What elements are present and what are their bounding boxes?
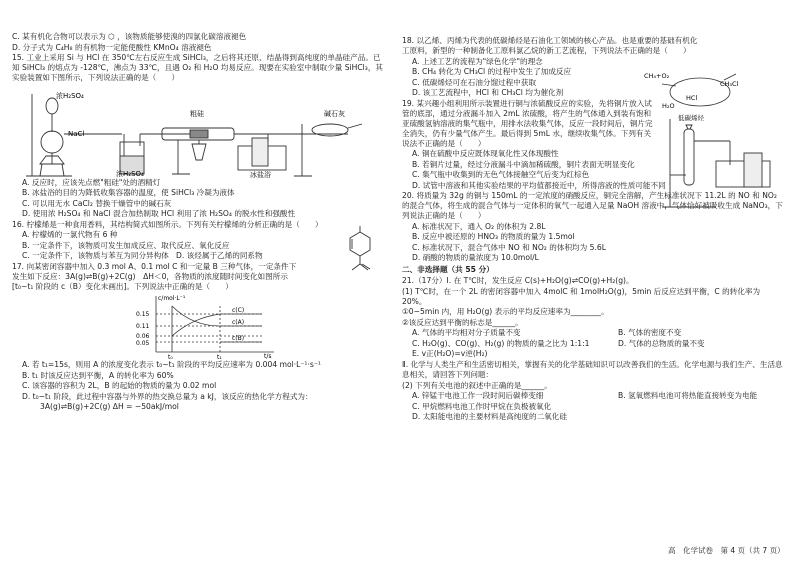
- q15-option-d: D. 使用浓 H₂SO₄ 和 NaCl 混合加热制取 HCl 利用了浓 H₂SO₄ 的脱水性和强酸性: [22, 209, 296, 219]
- label-soda-lime: 碱石灰: [324, 109, 345, 118]
- q21-part-1: (1) T℃时，在一个 2L 的密闭容器中加入 4molC 和 1molH₂O(g)，5min 后反应达到平衡，C 的转化率为 20%。: [402, 286, 761, 306]
- q21-part-2: (2) 下列有关电池的叙述中正确的是______。: [402, 380, 552, 390]
- q21-2-option-a: A. 锌锰干电池工作一段时间后碳棒变细: [412, 391, 544, 401]
- svg-text:0.15: 0.15: [136, 311, 150, 319]
- label-ch3cl: CH₃Cl: [720, 80, 739, 88]
- q21-options-row-1: [412, 328, 786, 338]
- ice-bath: [238, 134, 312, 170]
- label-ice-salt-bath: 冰盐浴: [250, 170, 271, 178]
- question-20: 20. 将质量为 32g 的铜与 150mL 的一定浓度的硝酸反应，铜完全溶解，产生标准状况下 11.2L 的 NO 和 NO₂ 的混合气体，将生成的混合气体与一定体积的氧气一起通入足量 NaOH 溶液中，气体恰好被吸收生成 NaNO₃，下列说法正确的是（ ）: [402, 191, 783, 221]
- q19-option-a: A. 铜在硫酸中反应既体现氧化性又体现酸性: [412, 149, 559, 159]
- q14-option-c: C. 某有机化合物可以表示为 ⬡ ，该物质能够使溴的四氯化碳溶液褪色: [12, 32, 247, 41]
- q20-option-a: A. 标准状况下，通入 O₂ 的体积为 2.8L: [412, 221, 546, 231]
- q15-option-b: B. 冰盐浴的目的为降低收集容器的温度，使 SiHCl₃ 冷凝为液体: [22, 188, 235, 198]
- graph-xlabel: t/s: [264, 353, 272, 361]
- q21-blank-1: ①0~5min 内，用 H₂O(g) 表示的平均反应速率为________。: [402, 307, 609, 317]
- graph-c-c: c(C): [232, 307, 245, 315]
- q21-option-e: E. v正(H₂O)=v逆(H₂): [412, 349, 488, 359]
- question-18: 18. 以乙烯、丙烯为代表的低碳烯烃是石油化工领域的核心产品。也是重要的基础有机化工原料，新型的一种制备化工原料氯乙烷的新工艺流程，下列说法不正确的是（ ）: [402, 36, 698, 56]
- concentration-time-plot: [132, 292, 282, 360]
- q19-option-b: B. 若铜片过量，经过分液漏斗中滴加稀硫酸，铜片表面无明显变化: [412, 159, 635, 169]
- q17-option-d-equation: 3A(g)⇌B(g)+2C(g) ΔH = −50akJ/mol: [40, 402, 179, 412]
- q21-option-d: D. 气体的总物质的量不变: [618, 338, 705, 348]
- section-2-heading: 二、非选择题（共 55 分）: [402, 265, 494, 275]
- label-conc-h2so4-top: 浓H₂SO₄: [56, 91, 84, 100]
- question-15: 15. 工业上采用 Si 与 HCl 在 350℃左右反应生成 SiHCl₃，之后将其还原、结晶得到高纯度的单晶硅产品。已知 SiHCl₃ 的熔点为 -128℃，沸点为 33℃，且遇 O₂ 和 H₂O 均易反应。现要在实验室中制取少量 SiHCl₃，其实验装置如下图所示，下列说法正确的是（ ）: [12, 53, 384, 83]
- svg-text:0.05: 0.05: [136, 340, 150, 348]
- label-crude-silicon: 粗硅: [190, 109, 204, 118]
- question-17: 17. 向某密闭容器中加入 0.3 mol A、0.1 mol C 和一定量 B 三种气体，一定条件下发生如下反应：3A(g)⇌B(g)+2C(g) ΔH＜0，各物质的浓度随时间变化如图所示[t₀~t₁ 阶段的 c（B）变化未画出]。下列说法中正确的是（ ）: [12, 261, 297, 291]
- q21-option-b: B. 气体的密度不变: [618, 328, 682, 338]
- page-footer: 高 化学试卷 第 4 页（共 7 页）: [668, 546, 785, 555]
- q17-option-c: C. 该容器的容积为 2L，B 的起始的物质的量为 0.02 mol: [22, 381, 217, 391]
- apparatus-diagram: [12, 84, 388, 178]
- q21-blank-2: ②该反应达到平衡的标志是______。: [402, 317, 523, 327]
- label-hcl: HCl: [686, 94, 698, 102]
- graph-ylabel: c/mol·L⁻¹: [158, 295, 186, 303]
- q20-option-b: B. 反应中被还原的 HNO₃ 的物质的量为 1.5mol: [412, 232, 575, 242]
- q17-option-b: B. t₁ 时该反应达到平衡，A 的转化率为 60%: [22, 370, 174, 380]
- q15-apparatus-figure: [12, 84, 388, 178]
- q21-2-option-b: B. 氢氧燃料电池可将热能直接转变为电能: [618, 391, 758, 401]
- label-conc-h2so4-bottle: 浓H₂SO₄: [116, 169, 144, 178]
- q17-option-a: A. 若 t₁=15s，则用 A 的浓度变化表示 t₀~t₁ 阶段的平均反应速率为 0.004 mol·L⁻¹·s⁻¹: [22, 360, 321, 370]
- left-column: [12, 32, 388, 413]
- label-low-alkene: 低碳烯烃: [678, 114, 704, 122]
- q18-option-a: A. 上述工艺的流程为"绿色化学"的理念: [412, 56, 543, 66]
- q14-option-d: D. 分子式为 C₄H₈ 的有机物一定能使酸性 KMnO₄ 溶液褪色: [12, 42, 212, 52]
- q21-part-2-intro: Ⅱ. 化学与人类生产和生活密切相关，掌握有关的化学基础知识可以改善我们的生活。化学电源与我们生产、生活息息相关，请回答下列问题：: [402, 359, 783, 379]
- q19-apparatus-diagram: [660, 115, 780, 215]
- q17-concentration-graph: [12, 292, 388, 360]
- q21-2-option-d: D. 太阳能电池的主要材料是高纯度的二氧化硅: [412, 412, 567, 422]
- svg-text:0.11: 0.11: [136, 323, 150, 331]
- q21-2-options-row-1: [412, 391, 786, 401]
- q19-option-c: C. 集气瓶中收集到的无色气体接触空气后变为红棕色: [412, 170, 590, 180]
- q20-option-d: D. 硝酸的物质的量浓度为 10.0mol/L: [412, 253, 539, 263]
- graph-t0: t₀: [168, 354, 173, 361]
- question-19: 19. 某兴趣小组利用所示装置进行铜与浓硫酸反应的实验，先将铜片放入试管的底部，通过分液漏斗加入 2mL 浓硫酸，将产生的气体通入到装有饱和亚硫酸氢钠溶液的集气瓶中，用排水法收集气体，反应一段时间后，铜片完全消失，仍有少量气体产生。最后得到 5mL 水，继续收集气体。下列有关说法不正确的是（ ）: [402, 98, 653, 148]
- q21-option-a: A. 气体的平均相对分子质量不变: [412, 328, 521, 338]
- q17-option-d: D. t₀~t₁ 阶段，此过程中容器与外界的热交换总量为 a kJ，该反应的热化学方程式为：: [22, 391, 313, 401]
- drying-tube: [312, 124, 362, 136]
- question-21: 21.（17分）Ⅰ. 在 T℃时，发生反应 C(s)+H₂O(g)⇌CO(g)+H₂(g)。: [402, 276, 634, 286]
- q16-option-d: D. 该烃属于乙烯的同系物: [176, 251, 263, 261]
- q21-options-row-2: [412, 339, 786, 349]
- q19-option-d: D. 试管中溶液和其他实验结果的平均值都接近中，所得溶液的性质可能不同: [412, 180, 666, 190]
- q15-option-a: A. 反应时，应该先点燃"粗硅"处的酒精灯: [22, 177, 161, 187]
- q21-option-c: C. H₂O(g)、CO(g)、H₂(g) 的物质的量之比为 1:1:1: [412, 338, 590, 348]
- right-column: [402, 36, 786, 423]
- question-16: 16. 柠檬烯是一种食用香料，其结构简式如图所示。下列有关柠檬烯的分析正确的是（ ）: [12, 219, 323, 229]
- q18-option-b: B. CH₄ 转化为 CH₃Cl 的过程中发生了加成反应: [412, 67, 572, 77]
- q15-option-c: C. 可以用无水 CaCl₂ 替换干燥管中的碱石灰: [22, 198, 172, 208]
- q18-option-d: D. 该工艺流程中，HCl 和 CH₃Cl 均为催化剂: [412, 88, 564, 98]
- graph-c-a: c(A): [232, 319, 245, 327]
- q18-option-c: C. 低碳烯烃可在石油分馏过程中获取: [412, 77, 537, 87]
- graph-t1: t₁: [217, 354, 222, 361]
- q20-option-c: C. 标准状况下，混合气体中 NO 和 NO₂ 的体积均为 5.6L: [412, 242, 606, 252]
- q16-option-c: C. 一定条件下，该物质与苯互为同分异构体: [22, 251, 169, 261]
- graph-c-b: c(B): [232, 335, 245, 343]
- svg-text:0.06: 0.06: [136, 333, 150, 341]
- q16-option-b: B. 一定条件下，该物质可发生加成反应、取代反应、氧化反应: [22, 240, 230, 250]
- q16-option-a: A. 柠檬烯的一氯代物有 6 种: [22, 230, 118, 240]
- label-h2o: H₂O: [662, 102, 675, 110]
- label-nacl: NaCl: [68, 129, 85, 138]
- q21-2-option-c: C. 甲烷燃料电池工作时甲烷在负极被氧化: [412, 401, 552, 411]
- label-ch4-o2: CH₄+O₂: [644, 72, 670, 80]
